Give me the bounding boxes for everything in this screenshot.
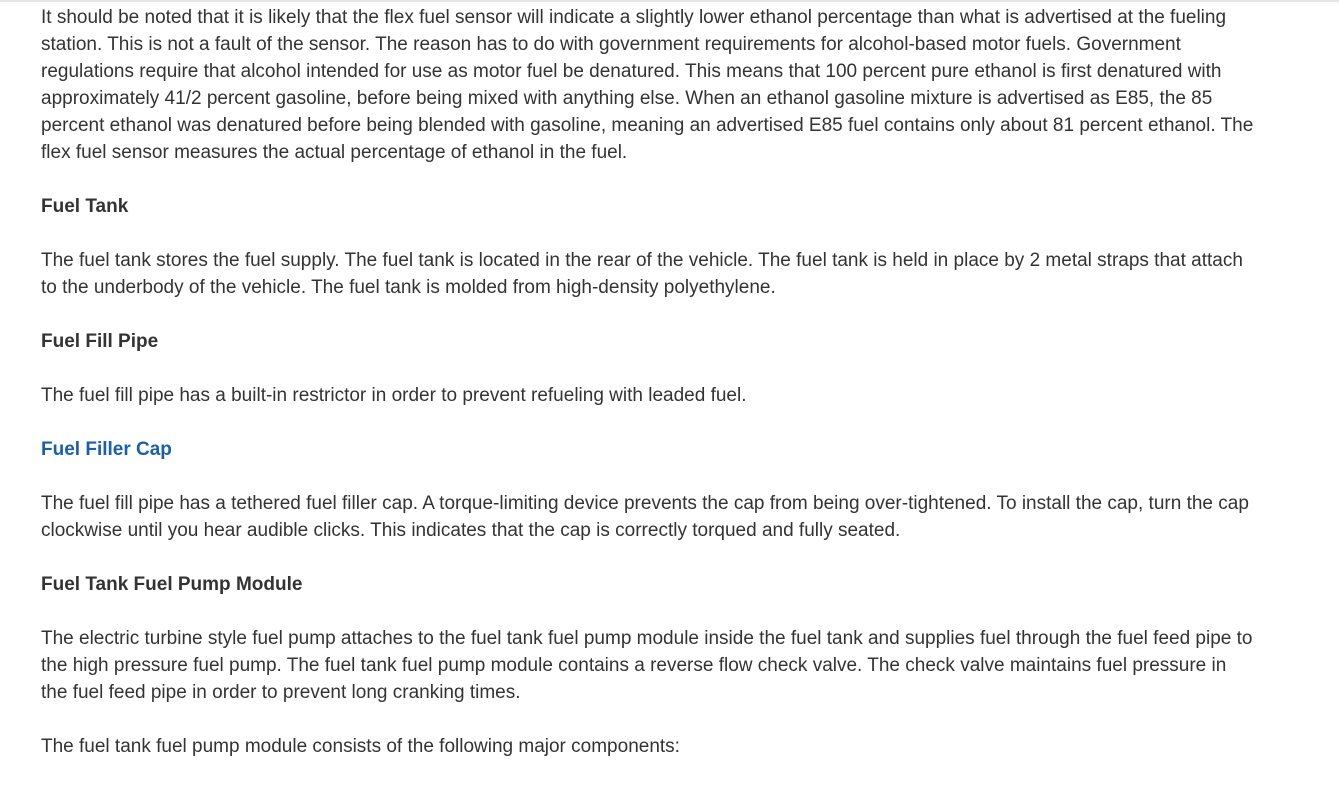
- heading-fuel-filler-cap-link[interactable]: Fuel Filler Cap: [41, 439, 172, 460]
- paragraph-components-intro: The fuel tank fuel pump module consists of the following major components:: [41, 736, 680, 757]
- heading-fuel-tank: Fuel Tank: [41, 196, 129, 217]
- article-body: [41, 4, 1256, 760]
- paragraph-fuel-fill-pipe: The fuel fill pipe has a built-in restrictor in order to prevent refueling with leaded fuel.: [41, 385, 747, 406]
- top-divider: [0, 0, 1339, 2]
- paragraph-fuel-pump-module: The electric turbine style fuel pump attaches to the fuel tank fuel pump module inside the fuel tank and supplies fuel through the fuel feed pipe to the high pressure fuel pump. The fuel tank fuel pump module contains a reverse flow check valve. The check valve maintains fuel pressure in the fuel feed pipe in order to prevent long cranking times.: [41, 628, 1253, 703]
- heading-fuel-pump-module: Fuel Tank Fuel Pump Module: [41, 574, 303, 595]
- heading-fuel-fill-pipe: Fuel Fill Pipe: [41, 331, 159, 352]
- paragraph-flex-fuel-note: It should be noted that it is likely that the flex fuel sensor will indicate a slightly lower ethanol percentage than what is advertised at the fueling station. This is not a fault of the sensor. The reason has to do with government requirements for alcohol-based motor fuels. Government regulations require that alcohol intended for use as motor fuel be denatured. This means that 100 percent pure ethanol is first denatured with approximately 41/2 percent gasoline, before being mixed with anything else. When an ethanol gasoline mixture is advertised as E85, the 85 percent ethanol was denatured before being blended with gasoline, meaning an advertised E85 fuel contains only about 81 percent ethanol. The flex fuel sensor measures the actual percentage of ethanol in the fuel.: [41, 7, 1254, 163]
- paragraph-fuel-tank: The fuel tank stores the fuel supply. The fuel tank is located in the rear of the vehicle. The fuel tank is held in place by 2 metal straps that attach to the underbody of the vehicle. The fuel tank is molded from high-density polyethylene.: [41, 250, 1243, 298]
- paragraph-fuel-filler-cap: The fuel fill pipe has a tethered fuel filler cap. A torque-limiting device prevents the cap from being over-tightened. To install the cap, turn the cap clockwise until you hear audible clicks. This indicates that the cap is correctly torqued and fully seated.: [41, 493, 1249, 541]
